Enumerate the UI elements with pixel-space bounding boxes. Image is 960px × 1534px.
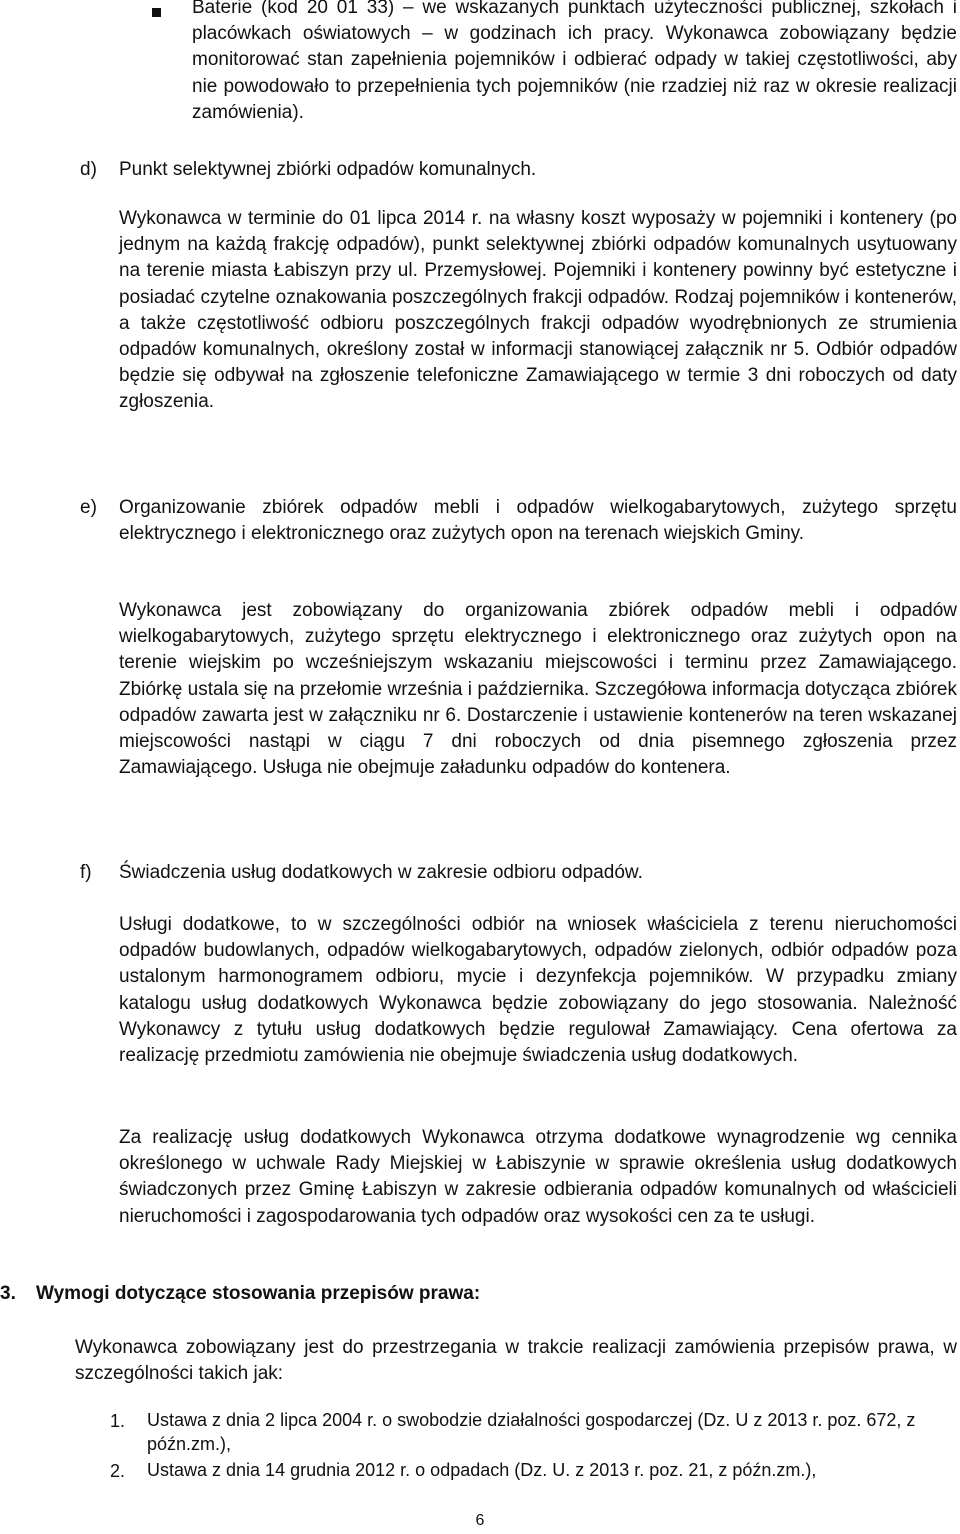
- bullet-item: [0, 0, 960, 150]
- section-e-marker: e): [80, 497, 97, 518]
- section-3-marker: 3.: [0, 1283, 16, 1304]
- section-f-title: Świadczenia usług dodatkowych w zakresie odbioru odpadów.: [119, 862, 643, 883]
- section-f-marker: f): [80, 862, 92, 883]
- bullet-text: Baterie (kod 20 01 33) – we wskazanych punktach użyteczności publicznej, szkołach i placówkach oświatowych – w godzinach ich pracy. Wykonawca zobowiązany będzie monitorować stan zapełnienia pojemników i odbierać odpady w takiej częstotliwości, aby nie powodowało to przepełnienia tych pojemników (nie rzadziej niż raz w okresie realizacji zamówienia).: [192, 0, 957, 123]
- section-d-paragraph: Wykonawca w terminie do 01 lipca 2014 r. na własny koszt wyposaży w pojemniki i kontenery (po jednym na każdą frakcję odpadów), punkt selektywnej zbiórki odpadów komunalnych usytuowany na terenie miasta Łabiszyn przy ul. Przemysłowej. Pojemniki i kontenery powinny być estetyczne i posiadać czytelne oznakowania poszczególnych frakcji odpadów. Rodzaj pojemników i kontenerów, a także częstotliwość odbioru poszczególnych frakcji odpadów wyodrębnionych ze strumienia odpadów komunalnych, określony został w informacji stanowiącej załącznik nr 5. Odbiór odpadów będzie się odbywał na zgłoszenie telefoniczne Zamawiającego w termie 3 dni roboczych od daty zgłoszenia.: [119, 208, 957, 413]
- law-item-1-marker: 1.: [110, 1411, 126, 1431]
- law-item-1-text: Ustawa z dnia 2 lipca 2004 r. o swobodzie działalności gospodarczej (Dz. U z 2013 r. poz. 672, z późn.zm.),: [147, 1410, 916, 1454]
- section-e-title: Organizowanie zbiórek odpadów mebli i odpadów wielkogabarytowych, zużytego sprzętu elektrycznego i elektronicznego oraz zużytych opon na terenach wiejskich Gminy.: [119, 497, 957, 545]
- law-item-2-marker: 2.: [110, 1461, 126, 1481]
- section-3-title: Wymogi dotyczące stosowania przepisów prawa:: [36, 1283, 481, 1304]
- section-d-marker: d): [80, 159, 97, 180]
- square-bullet-icon: [152, 8, 161, 17]
- section-3-intro: Wykonawca zobowiązany jest do przestrzegania w trakcie realizacji zamówienia przepisów prawa, w szczególności takich jak:: [75, 1337, 957, 1385]
- law-item-2-text: Ustawa z dnia 14 grudnia 2012 r. o odpadach (Dz. U. z 2013 r. poz. 21, z późn.zm.),: [147, 1460, 817, 1480]
- page-number: 6: [475, 1512, 485, 1529]
- section-f-paragraph-2: Za realizację usług dodatkowych Wykonawca otrzyma dodatkowe wynagrodzenie wg cennika określonego w uchwale Rady Miejskiej w Łabiszynie w sprawie określenia usług dodatkowych świadczonych przez Gminę Łabiszyn w zakresie odbierania odpadów komunalnych od właścicieli nieruchomości i zagospodarowania tych odpadów oraz wysokości cen za te usługi.: [119, 1127, 957, 1227]
- section-f-paragraph-1: Usługi dodatkowe, to w szczególności odbiór na wniosek właściciela z terenu nieruchomości odpadów budowlanych, odpadów wielkogabarytowych, odpadów zielonych, odbiór odpadów poza ustalonym harmonogramem odbioru, mycie i dezynfekcja pojemników. W przypadku zmiany katalogu usług dodatkowych Wykonawca będzie zobowiązany do jego stosowania. Należność Wykonawcy z tytułu usług dodatkowych będzie regulował Zamawiający. Cena ofertowa za realizację przedmiotu zamówienia nie obejmuje świadczenia usług dodatkowych.: [119, 914, 957, 1067]
- section-d-title: Punkt selektywnej zbiórki odpadów komunalnych.: [119, 159, 537, 180]
- section-e-paragraph: Wykonawca jest zobowiązany do organizowania zbiórek odpadów mebli i odpadów wielkogabarytowych, zużytego sprzętu elektrycznego i elektronicznego oraz zużytych opon na terenie wiejskim po wcześniejszym wskazaniu miejscowości i terminu przez Zamawiającego. Zbiórkę ustala się na przełomie września i października. Szczegółowa informacja dotycząca zbiórek odpadów zawarta jest w załączniku nr 6. Dostarczenie i ustawienie kontenerów na teren wskazanej miejscowości nastąpi w ciągu 7 dni roboczych od dnia pisemnego zgłoszenia przez Zamawiającego. Usługa nie obejmuje załadunku odpadów do kontenera.: [119, 600, 957, 779]
- law-list: [0, 1408, 960, 1488]
